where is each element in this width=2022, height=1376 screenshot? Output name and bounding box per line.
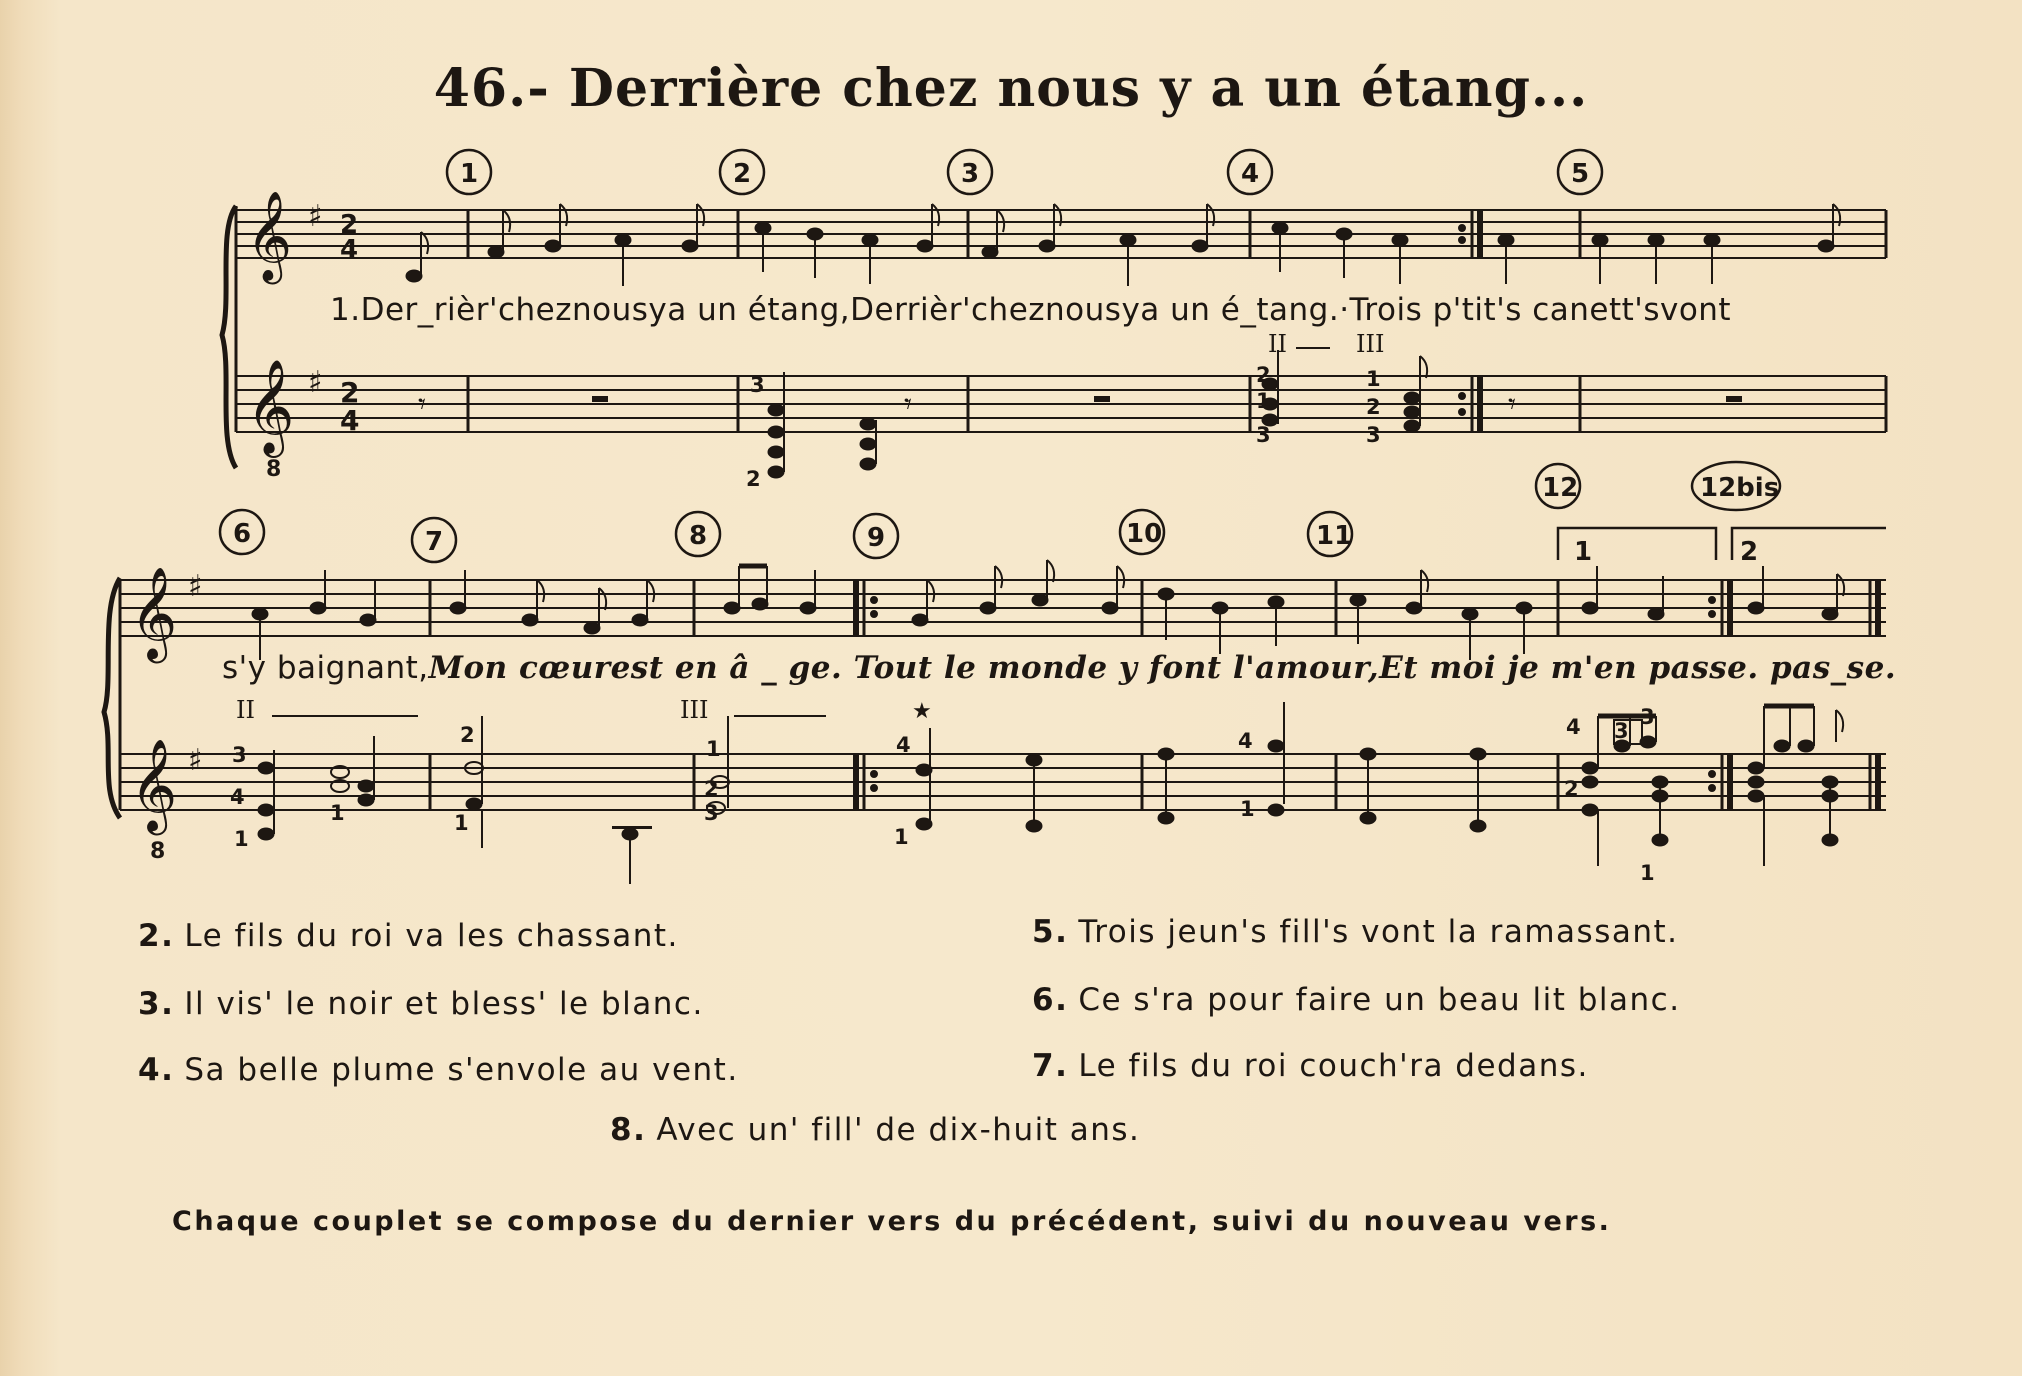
treble-clef-icon: 𝄞 [130, 566, 178, 659]
svg-text:★: ★ [912, 699, 932, 724]
verse-7: 7. Le fils du roi couch'ra dedans. [1032, 1048, 1589, 1084]
svg-text:2: 2 [460, 723, 475, 747]
verse-5: 5. Trois jeun's fill's vont la ramassant. [1032, 914, 1679, 950]
svg-text:12: 12 [1542, 473, 1579, 503]
time-signature: 4 [340, 235, 359, 265]
bass-notes-1 [418, 350, 1742, 478]
svg-text:3: 3 [750, 373, 765, 397]
sharp-icon: ♯ [188, 743, 203, 778]
svg-text:1: 1 [706, 737, 721, 761]
svg-text:III: III [680, 696, 709, 724]
svg-text:1: 1 [1240, 797, 1255, 821]
svg-text:1: 1 [1256, 389, 1271, 413]
verse-3: 3. Il vis' le noir et bless' le blanc. [138, 986, 704, 1022]
svg-text:3: 3 [704, 801, 719, 825]
svg-text:5: 5 [1571, 159, 1590, 189]
svg-text:4: 4 [896, 733, 911, 757]
svg-text:9: 9 [867, 523, 886, 553]
svg-text:2: 2 [1740, 537, 1759, 567]
svg-text:1: 1 [460, 159, 479, 189]
svg-text:𝄾: 𝄾 [418, 387, 426, 422]
treble-clef-icon: 𝄞 [246, 359, 295, 454]
svg-text:1: 1 [1366, 367, 1381, 391]
lyrics-line-2-italic: Mon cœurest en â _ ge. Tout le monde y font l'amour,Et moi je m'en passe. pas_se. [428, 650, 1897, 686]
svg-text:6: 6 [233, 519, 252, 549]
svg-text:2: 2 [704, 777, 719, 801]
sharp-icon: ♯ [308, 365, 323, 400]
svg-text:1: 1 [894, 825, 909, 849]
svg-text:7: 7 [425, 527, 444, 557]
svg-text:8: 8 [689, 521, 708, 551]
svg-text:3: 3 [1256, 423, 1271, 447]
treble-clef-icon: 𝄞 [130, 738, 178, 831]
svg-text:2: 2 [1256, 363, 1271, 387]
svg-text:3: 3 [232, 743, 247, 767]
song-title: 46.- Derrière chez nous y a un étang... [433, 58, 1589, 119]
svg-text:3: 3 [1614, 719, 1629, 743]
verse-2: 2. Le fils du roi va les chassant. [138, 918, 679, 954]
brace-system-2 [104, 578, 120, 818]
svg-text:4: 4 [1566, 715, 1581, 739]
svg-text:4: 4 [1238, 729, 1253, 753]
svg-text:III: III [1356, 330, 1385, 358]
footnote: Chaque couplet se compose du dernier vers du précédent, suivi du nouveau vers. [172, 1206, 1612, 1237]
bass-notes-2 [258, 702, 1843, 884]
volta-brackets [1558, 528, 1886, 560]
lyrics-line-1: 1.Der_rièr'cheznousya un étang,Derrièr'cheznousya un é_tang.·Trois p'tit's canett'svont [330, 292, 1732, 328]
svg-text:𝄾: 𝄾 [1508, 387, 1516, 422]
svg-text:12bis: 12bis [1700, 473, 1780, 503]
time-signature: 2 [340, 376, 360, 409]
svg-text:3: 3 [1640, 705, 1655, 729]
sharp-icon: ♯ [308, 199, 323, 234]
svg-text:2: 2 [733, 159, 752, 189]
verse-6: 6. Ce s'ra pour faire un beau lit blanc. [1032, 982, 1681, 1018]
svg-text:11: 11 [1316, 521, 1353, 551]
svg-text:10: 10 [1126, 519, 1163, 549]
svg-text:2: 2 [1366, 395, 1381, 419]
svg-text:4: 4 [230, 785, 245, 809]
svg-text:𝄾: 𝄾 [904, 387, 912, 422]
svg-text:2: 2 [1564, 777, 1579, 801]
svg-text:1: 1 [1574, 537, 1593, 567]
verse-8: 8. Avec un' fill' de dix-huit ans. [610, 1112, 1141, 1148]
svg-text:3: 3 [1366, 423, 1381, 447]
svg-text:1: 1 [1640, 861, 1655, 885]
svg-text:1: 1 [234, 827, 249, 851]
treble-clef-icon: 𝄞 [246, 191, 293, 281]
svg-text:II: II [1268, 330, 1287, 358]
octave-mark: 8 [266, 457, 282, 482]
time-signature: 4 [340, 404, 360, 437]
svg-text:II: II [236, 696, 255, 724]
octave-mark: 8 [150, 839, 166, 864]
staff-2-lines [236, 376, 1886, 432]
verse-4: 4. Sa belle plume s'envole au vent. [138, 1052, 739, 1088]
svg-text:3: 3 [961, 159, 980, 189]
staff-4-lines [120, 754, 1886, 810]
sharp-icon: ♯ [188, 569, 203, 604]
svg-text:1: 1 [454, 811, 469, 835]
svg-text:1: 1 [330, 801, 345, 825]
svg-text:4: 4 [1241, 159, 1260, 189]
time-signature: 2 [340, 210, 359, 240]
svg-text:2: 2 [746, 467, 761, 491]
brace-system-1 [222, 206, 236, 468]
staff-3-lines [120, 580, 1886, 636]
lyrics-line-2 [222, 650, 1896, 686]
melody-notes-2 [252, 560, 1844, 660]
measure-circles-1 [447, 150, 1602, 194]
lyrics-line-2-plain: s'y baignant, [222, 650, 429, 686]
